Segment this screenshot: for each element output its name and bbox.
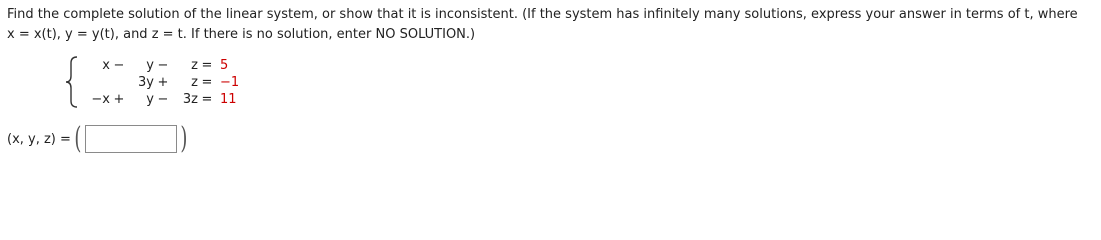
operator-1: − <box>113 58 125 73</box>
term-1: −x <box>91 92 110 107</box>
rhs-value: −1 <box>220 75 240 90</box>
problem-line-2: x = x(t), y = y(t), and z = t. If there is no solution, enter NO SOLUTION.) <box>7 27 476 42</box>
operator-2: + <box>157 75 169 90</box>
term-3: z <box>191 75 198 90</box>
problem-line-1: Find the complete solution of the linear system, or show that it is inconsistent. (If the system has infinitely many solutions, express your answer in terms of t, where <box>7 7 1078 22</box>
linear-system <box>62 55 282 109</box>
operator-2: − <box>157 58 169 73</box>
term-3: 3z <box>182 92 198 107</box>
left-brace-icon <box>62 55 82 109</box>
equation-row <box>82 74 239 91</box>
answer-label: (x, y, z) = <box>7 131 71 147</box>
left-paren: ( <box>74 121 82 156</box>
right-paren: ) <box>179 121 188 156</box>
term-1: x <box>102 58 110 73</box>
equation-row <box>82 57 239 74</box>
term-2: y <box>146 92 154 107</box>
answer-row <box>7 121 189 157</box>
equals-sign: = <box>201 58 213 73</box>
problem-statement <box>7 5 1097 45</box>
rhs-value: 5 <box>220 58 229 73</box>
equals-sign: = <box>201 75 213 90</box>
term-3: z <box>191 58 198 73</box>
operator-1: + <box>113 92 125 107</box>
rhs-value: 11 <box>220 92 237 107</box>
equation-row <box>82 91 239 108</box>
equals-sign: = <box>201 92 213 107</box>
term-1 <box>82 74 110 91</box>
operator-1 <box>110 74 128 91</box>
equations-table <box>82 57 239 108</box>
operator-2: − <box>157 92 169 107</box>
term-2: 3y <box>138 75 154 90</box>
answer-input[interactable] <box>85 125 177 153</box>
term-2: y <box>146 58 154 73</box>
